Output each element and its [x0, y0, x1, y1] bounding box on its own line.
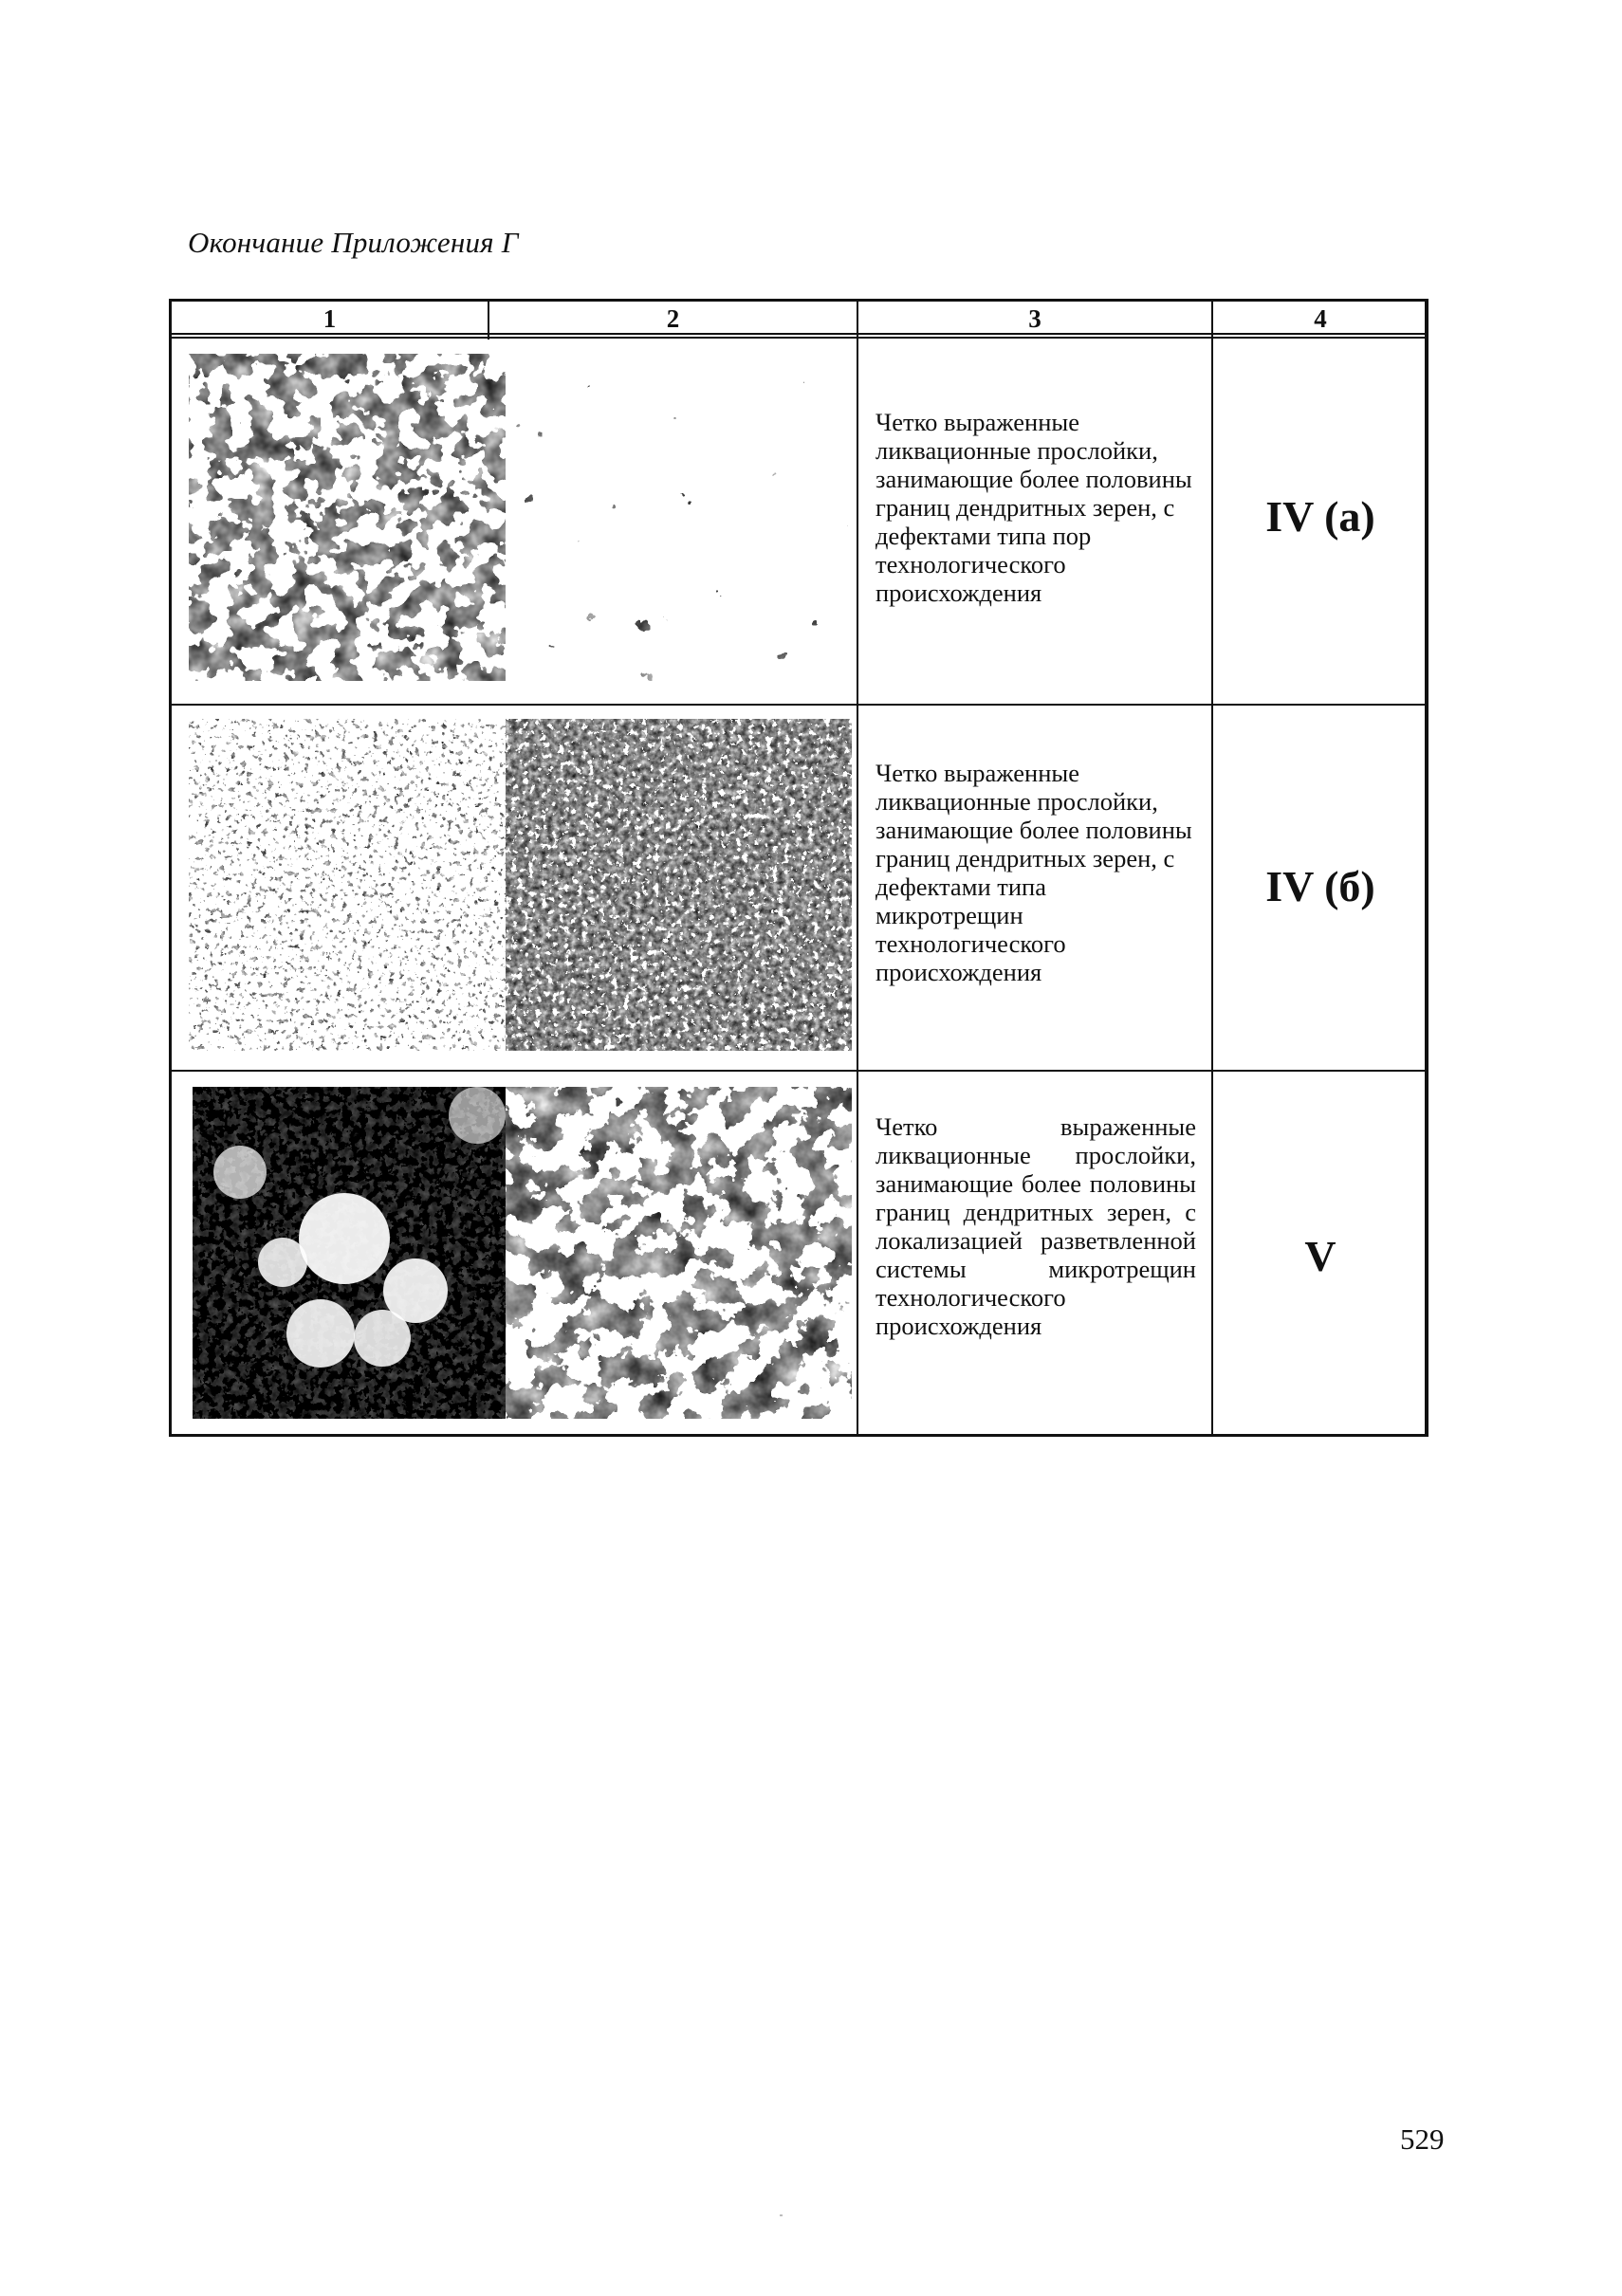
- row-rule-1: [172, 704, 1425, 706]
- micrograph-6: [506, 1087, 852, 1419]
- row-rule-2: [172, 1070, 1425, 1072]
- row-1-class: IV (а): [1265, 492, 1375, 541]
- micrograph-4-image: [506, 719, 852, 1051]
- micrograph-5: [193, 1087, 506, 1419]
- structure-table: [169, 299, 1428, 1437]
- row-2-description: Четко выраженные ликвационные прослойки, занимающие более половины границ дендритных зерен, с дефектами типа микротрещин технологического происхождения: [876, 759, 1192, 986]
- micrograph-3-image: [189, 719, 506, 1051]
- header-cell-3: 3: [1028, 304, 1041, 333]
- header-cell-4: 4: [1314, 304, 1327, 333]
- row-2-class: IV (б): [1265, 862, 1375, 910]
- row-3-description: Четко выраженные ликвационные прослойки, занимающие более половины границ дендритных зерен, с локализацией разветвленной системы микротрещин технологического происхождения: [876, 1112, 1196, 1340]
- micrograph-2-image: [506, 354, 852, 681]
- micrograph-4: [506, 719, 852, 1051]
- row-1-description: Четко выраженные ликвационные прослойки, занимающие более половины границ дендритных зерен, с дефектами типа пор технологического происхождения: [876, 408, 1192, 607]
- page-caption: Окончание Приложения Г: [188, 226, 519, 259]
- page-number: 529: [1400, 2122, 1445, 2156]
- micrograph-3: [189, 719, 506, 1051]
- micrograph-1-image: [189, 354, 506, 681]
- scan-speck: [780, 2214, 783, 2216]
- micrograph-6-image: [506, 1087, 852, 1419]
- header-rule-lower: [172, 337, 1425, 339]
- micrograph-2: [506, 354, 852, 681]
- micrograph-1: [189, 354, 506, 681]
- column-rule-2: [857, 302, 858, 1434]
- row-3-class: V: [1304, 1232, 1336, 1280]
- micrograph-5-image: [193, 1087, 506, 1419]
- header-cell-2: 2: [666, 304, 680, 333]
- header-cell-1: 1: [323, 304, 337, 333]
